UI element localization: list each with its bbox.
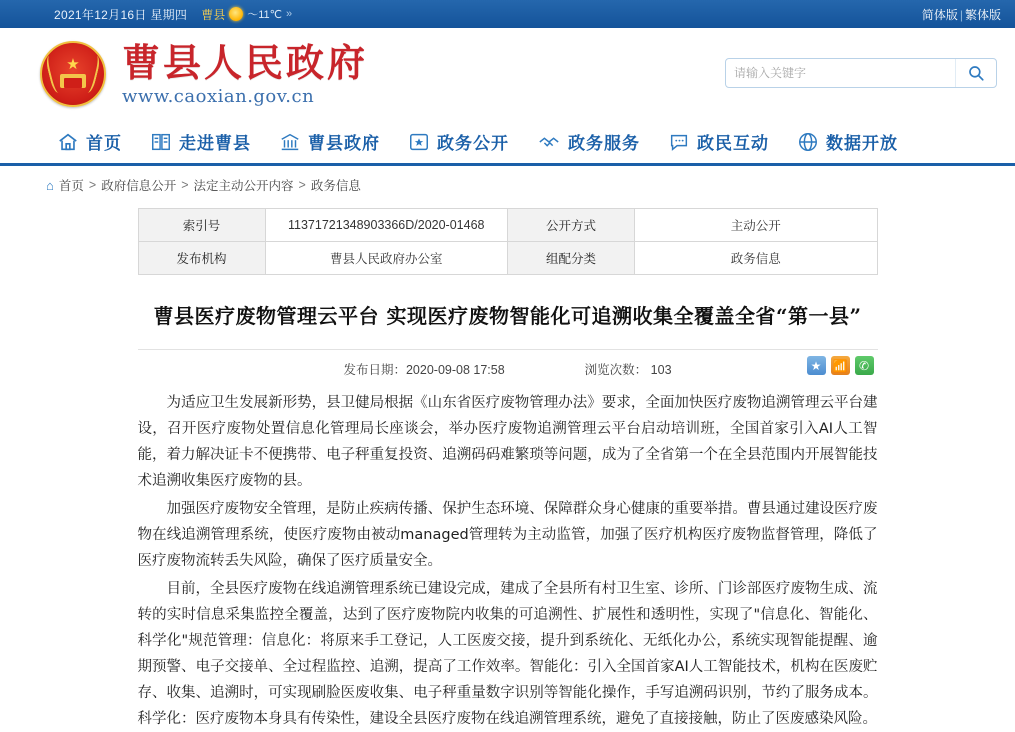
site-url: www.caoxian.gov.cn bbox=[122, 86, 315, 108]
publish-date-label: 发布日期： bbox=[343, 363, 406, 377]
emblem-gate-icon bbox=[60, 74, 86, 88]
weather-more-arrow[interactable]: » bbox=[286, 8, 293, 20]
article-container bbox=[138, 202, 878, 732]
weather-city: 曹县 bbox=[201, 7, 226, 22]
lang-separator: | bbox=[959, 7, 963, 22]
site-header bbox=[0, 28, 1015, 120]
favorite-icon[interactable]: ★ bbox=[807, 356, 826, 375]
table-row bbox=[138, 209, 877, 242]
view-count-label: 浏览次数： bbox=[584, 363, 648, 377]
lang-simplified[interactable]: 简体版 bbox=[921, 7, 958, 22]
breadcrumb-separator: > bbox=[298, 178, 306, 192]
breadcrumb-separator: > bbox=[88, 178, 97, 192]
meta-key-index: 索引号 bbox=[138, 209, 265, 242]
home-icon bbox=[57, 131, 79, 153]
search-input[interactable] bbox=[726, 59, 955, 87]
rss-icon[interactable]: 📶 bbox=[831, 356, 850, 375]
article-subline bbox=[138, 350, 878, 390]
nav-label: 政民互动 bbox=[697, 134, 769, 153]
share-icon-group[interactable] bbox=[807, 356, 874, 375]
view-count-value: 103 bbox=[650, 363, 672, 377]
nav-label: 首页 bbox=[86, 134, 122, 153]
handshake-icon bbox=[537, 131, 561, 153]
article-paragraph: 加强医疗废物安全管理，是防止疾病传播、保护生态环境、保障群众身心健康的重要举措。曹县通过建设医疗废物在线追溯管理系统，使医疗废物由被动managed管理转为主动监管，加强了医疗机构医疗废物监督管理，降低了医疗废物流转丢失风险，确保了医疗质量安全。 bbox=[137, 501, 878, 569]
sun-icon bbox=[229, 7, 243, 21]
national-emblem-icon bbox=[40, 41, 106, 107]
nav-item-interaction[interactable] bbox=[657, 120, 780, 164]
document-meta-table bbox=[138, 208, 878, 275]
nav-item-government[interactable] bbox=[268, 120, 391, 164]
nav-label: 数据开放 bbox=[826, 134, 898, 153]
emblem-star-icon: ★ bbox=[66, 56, 80, 73]
globe-icon bbox=[797, 131, 819, 153]
breadcrumb-item-2[interactable]: 法定主动公开内容 bbox=[193, 179, 294, 193]
publish-date-value: 2020-09-08 17:58 bbox=[405, 363, 505, 377]
nav-label: 政务服务 bbox=[568, 134, 640, 153]
nav-label: 政务公开 bbox=[437, 134, 509, 153]
breadcrumb-item-0[interactable]: 首页 bbox=[58, 179, 84, 193]
meta-key-category: 组配分类 bbox=[508, 242, 635, 275]
article-body bbox=[138, 390, 878, 732]
breadcrumb-item-3[interactable]: 政务信息 bbox=[310, 179, 361, 193]
breadcrumb bbox=[0, 166, 1015, 202]
publish-date bbox=[343, 360, 504, 378]
view-count bbox=[585, 360, 672, 378]
breadcrumb-item-1[interactable]: 政府信息公开 bbox=[101, 179, 177, 193]
weather-temps: ～11℃ bbox=[247, 9, 283, 21]
nav-item-gov-disclosure[interactable] bbox=[397, 120, 520, 164]
meta-value-disclosure-type: 主动公开 bbox=[635, 209, 878, 242]
breadcrumb-separator: > bbox=[181, 178, 189, 192]
star-box-icon bbox=[408, 131, 430, 153]
nav-label: 曹县政府 bbox=[308, 134, 380, 153]
meta-value-index: 11371721348903366D/2020-01468 bbox=[265, 209, 508, 242]
current-date: 2021年12月16日 星期四 bbox=[54, 7, 188, 22]
site-title: 曹县人民政府 bbox=[122, 39, 369, 85]
nav-item-gov-services[interactable] bbox=[526, 120, 651, 164]
language-switch[interactable] bbox=[922, 6, 1001, 23]
nav-item-about-caoxian[interactable] bbox=[139, 120, 262, 164]
site-identity[interactable] bbox=[122, 41, 368, 108]
page-title: 曹县医疗废物管理云平台 实现医疗废物智能化可追溯收集全覆盖全省“第一县” bbox=[138, 275, 878, 350]
search-button[interactable] bbox=[955, 59, 996, 87]
lang-traditional[interactable]: 繁体版 bbox=[964, 7, 1001, 22]
nav-item-home[interactable] bbox=[46, 120, 133, 164]
article-paragraph: 目前，全县医疗废物在线追溯管理系统已建设完成，建成了全县所有村卫生室、诊所、门诊部医疗废物生成、流转的实时信息采集监控全覆盖，达到了医疗废物院内收集的可追溯性、扩展性和透明性，实现了"信息化、智能化、科学化"规范管理：信息化：将原来手工登记，人工医废交接，提升到系统化、无纸化办公，系统实现智能提醒、逾期预警、电子交接单、全过程监控、追溯，提高了工作效率。智能化：引入全国首家AI人工智能技术，机构在医废贮存、收集、追溯时，可实现刷脸医废收集、电子秤重量数字识别等智能化操作，手写追溯码识别，节约了服务成本。科学化：医疗废物本身具有传染性，建设全县医疗废物在线追溯管理系统，避免了直接接触，防止了医废感染风险。 bbox=[137, 581, 878, 727]
home-icon: ⌂ bbox=[46, 177, 54, 193]
meta-value-category: 政务信息 bbox=[635, 242, 878, 275]
table-row bbox=[138, 242, 877, 275]
nav-label: 走进曹县 bbox=[179, 134, 251, 153]
meta-key-publisher: 发布机构 bbox=[138, 242, 265, 275]
top-bar bbox=[0, 0, 1015, 28]
nav-item-open-data[interactable] bbox=[786, 120, 909, 164]
search-icon bbox=[967, 64, 985, 82]
book-icon bbox=[150, 131, 172, 153]
article-paragraph: 为适应卫生发展新形势，县卫健局根据《山东省医疗废物管理办法》要求，全面加快医疗废物追溯管理云平台建设，召开医疗废物处置信息化管理局长座谈会，举办医疗废物追溯管理云平台启动培训班，全国首家引入AI人工智能，着力解决证卡不便携带、电子秤重复投资、追溯码码难繁琐等问题，成为了全省第一个在全县范围内开展智能技术追溯收集医疗废物的县。 bbox=[137, 395, 878, 489]
meta-key-disclosure-type: 公开方式 bbox=[508, 209, 635, 242]
search-box[interactable] bbox=[725, 58, 997, 88]
chat-icon bbox=[668, 131, 690, 153]
wechat-icon[interactable]: ✆ bbox=[855, 356, 874, 375]
weather-widget[interactable] bbox=[201, 6, 292, 23]
bank-icon bbox=[279, 131, 301, 153]
main-nav[interactable] bbox=[0, 120, 1015, 166]
meta-value-publisher: 曹县人民政府办公室 bbox=[265, 242, 508, 275]
